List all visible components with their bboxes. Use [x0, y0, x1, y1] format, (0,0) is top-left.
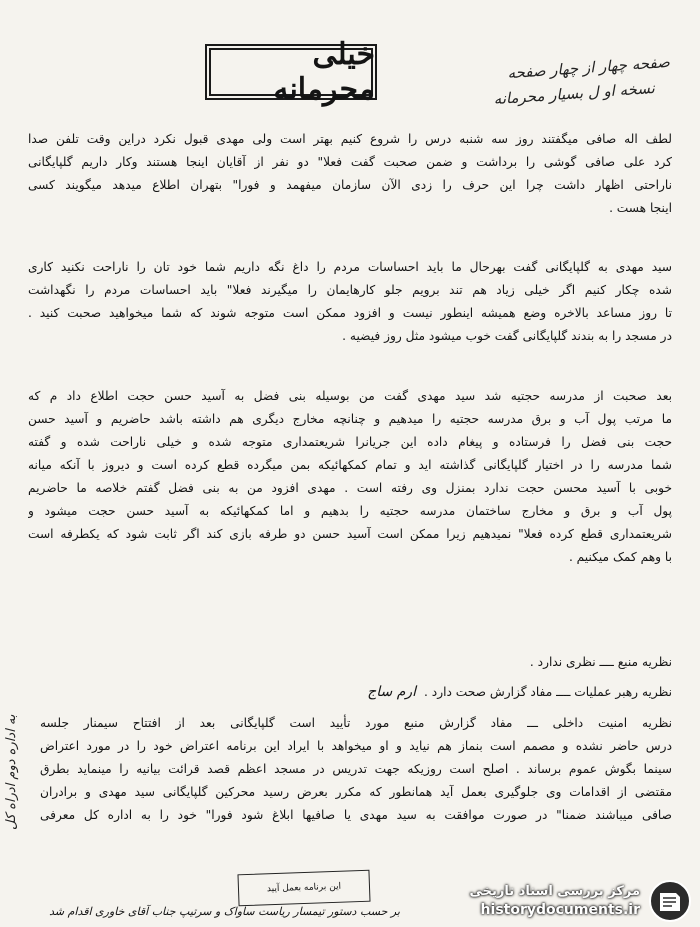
text-line: سید مهدی به گلپایگانی گفت بهرحال ما باید احساسات مردم را داغ نگه داریم شما خود تان را ناراحت نکنید کاری	[28, 260, 672, 274]
text-line: در مسجد را به بندند گلپایگانی گفت خوب میشود مثل روز فیضیه .	[342, 329, 672, 343]
text-line: نظریه امنیت داخلی ـــ مفاد گزارش منبع مورد تأیید است گلپایگانی بعد از افتتاح سیمنار جلسه	[40, 716, 672, 730]
text-line: لطف اله صافی میگفتند روز سه شنبه درس را شروع کنیم بهتر است ولی مهدی قبول نکرد دراین وقت تلفن صدا	[28, 132, 672, 146]
footer-handwriting: بر حسب دستور تیمسار ریاست ساواک و سرتیپ جناب آقای خاوری اقدام شد	[49, 905, 400, 918]
watermark-text	[470, 883, 641, 919]
text-line: کرد علی صافی گوشی را برداشت و ضمن صحبت گفت فعلا" دو نفر از آقایان اینجا هستند وکار داریم گلپایگانی	[28, 155, 672, 169]
text-line: حجت بنی فضل را فرستاده و پیغام داده این جریانرا شریعتمداری متوجه شده و خیلی ناراحت شده و گفته	[28, 435, 672, 449]
handwritten-note-line-1: صفحه چهار از چهار صفحه	[506, 52, 671, 83]
paragraph-3	[28, 385, 672, 569]
ops-leader-opinion	[60, 680, 672, 704]
classification-stamp	[205, 37, 377, 107]
text-line: درس حاضر نشده و مصمم است بنماز هم نیاید و او میخواهد با ایراد این برنامه اعتراض خود را در مورد اعتراض	[40, 739, 672, 753]
archive-logo-icon	[648, 879, 692, 923]
watermark-name: مرکز بررسی اسناد تاریخی	[469, 884, 640, 899]
text-line: اینجا هست .	[609, 201, 672, 215]
footer-stamp	[237, 870, 370, 907]
internal-security-opinion	[40, 712, 672, 827]
text-line: سینما بگوش عموم برساند . اصلح است روزیکه جهت تدریس در مسجد اعظم قصد قرائت بیانیه را مینماید بطرق	[40, 762, 672, 776]
paragraph-1	[28, 128, 672, 220]
text-line: خوبی با آسید محسن حجت ندارد بمنزل وی رفته است . مهدی افزود من به بنی فضل گفتم خلاصه ما حاضریم	[28, 481, 672, 495]
text-line: شما مدرسه را در اختیار گلپایگانی گذاشته اید و تمام کمکهائیکه بمن میگرده قطع کرده است و دیروز با آنکه میانه	[28, 458, 672, 472]
paragraph-2	[28, 256, 672, 348]
footer-stamp-text: این برنامه بعمل آیید	[266, 881, 342, 895]
ops-leader-signature: ارم ساج	[367, 684, 417, 700]
text-line: پول آب و برق و مخارج ساختمان مدرسه حجتیه را بدهیم و اما کمکهائیکه به آسید حسن حجت میشود و	[28, 504, 672, 518]
text-line: بعد صحبت از مدرسه حجتیه شد سید مهدی گفت من بوسیله بنی فضل به آسید حسن حجت اطلاع داد م که	[28, 389, 672, 403]
source-opinion: نظریه منبع ــــ نظری ندارد .	[529, 655, 672, 669]
text-line: ناراحتی اظهار داشت چرا این حرف را زدی الآن سازمان میفهمد و فورا" بتهران اطلاع میدهد میگویند کسی	[28, 178, 672, 192]
text-line: با وهم کمک میکنیم .	[568, 550, 672, 564]
classification-title: خیلی محرمانه	[273, 37, 375, 107]
archive-watermark	[400, 875, 700, 927]
text-line: تا روز مساعد بالاخره وضع همیشه اینطور نیست و افزود ممکن است متوجه شوند که شما میخواهید صحبت کنید .	[28, 306, 672, 320]
text-line: مقتضی از اقدامات وی جلوگیری بعمل آید همانطور که مکرر بعرض رسید محرکین گلپایگانی سید مهدی و برادران	[40, 785, 672, 799]
text-line: ما مرتب پول آب و برق مدرسه حجتیه را میدهیم و چنانچه مخارج دیگری هم داشته باشد حاضریم و آسید حسن	[28, 412, 672, 426]
text-line: صافی میباشند ضمنا" در صورت موافقت به سید مهدی یا صافیها ابلاغ شود فورا" خود را به اداره کل معرفی	[40, 808, 672, 822]
text-line: شریعتمداری قطع کرده فعلا" نمیدهیم زیرا ممکن است آسید حسن دو طرفه بازی کند اگر ثابت شود که یکطرفه است	[28, 527, 672, 541]
ops-leader-text: نظریه رهبر عملیات ــــ مفاد گزارش صحت دارد .	[424, 685, 672, 699]
watermark-url: historydocuments.ir	[480, 902, 640, 918]
handwritten-note-line-2: نسخه او ل بسیار محرمانه	[493, 78, 656, 109]
text-line: شده چکار کنیم اگر خیلی زیاد هم تند برویم جلو کارهایمان را میگیرند فعلا" باید احساسات مردم را نگهداشت	[28, 283, 672, 297]
margin-handwritten-note: به اداره دوم ادراه کل	[4, 714, 19, 830]
